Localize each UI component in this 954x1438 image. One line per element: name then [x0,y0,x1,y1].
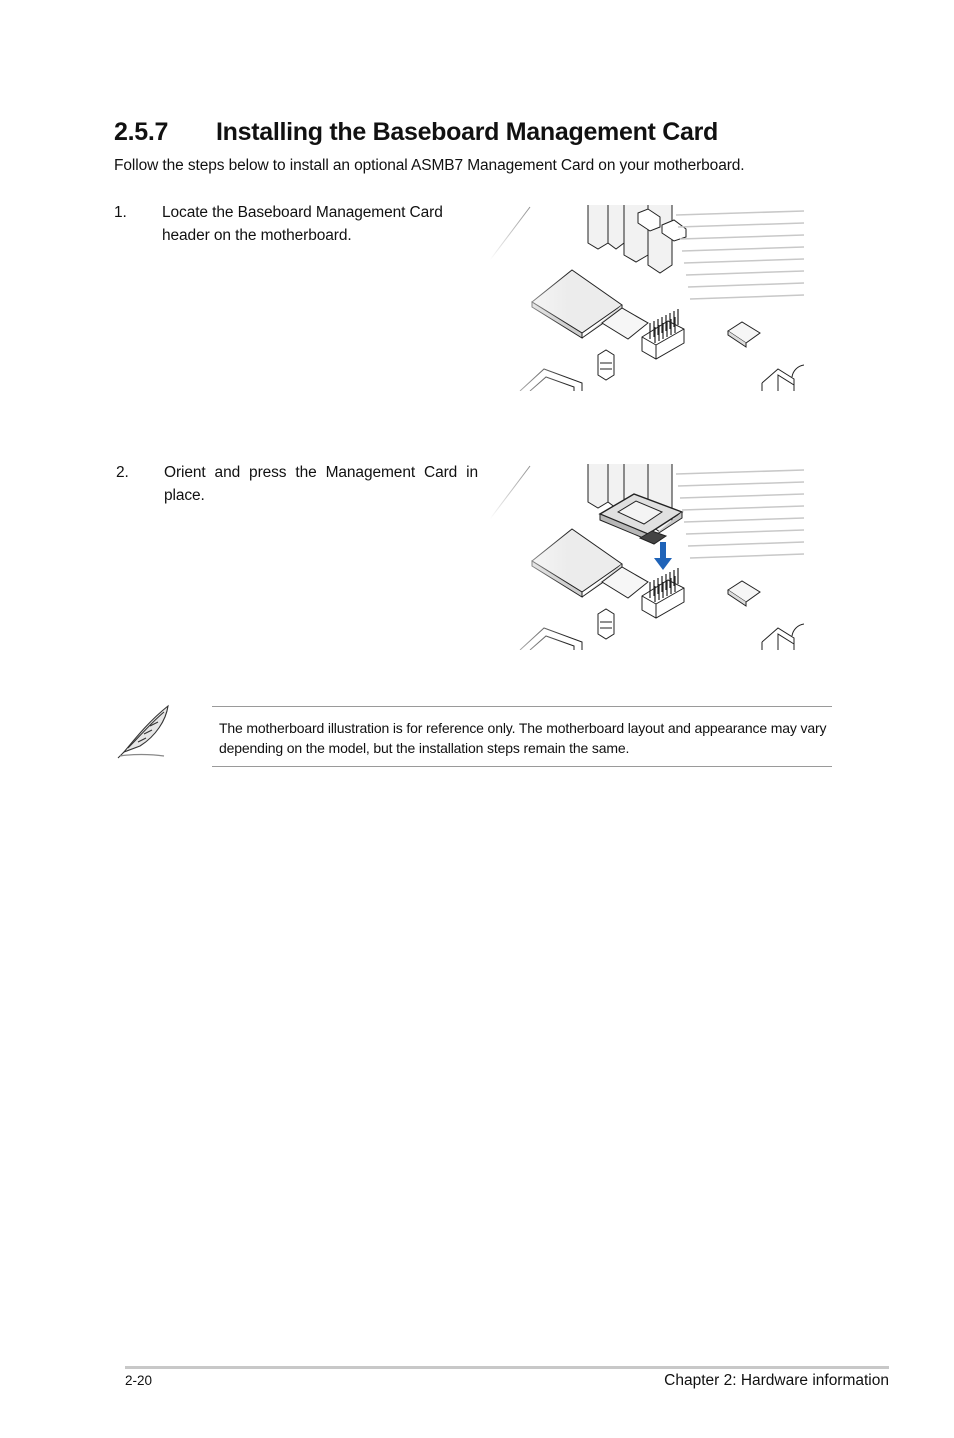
step-number: 2. [116,464,129,481]
note-text: The motherboard illustration is for reference only. The motherboard layout and appearance may vary depending on the model, but the installation steps remain the same. [219,720,827,756]
intro-paragraph: Follow the steps below to install an optional ASMB7 Management Card on your motherboard. [114,157,745,174]
footer-rule [125,1366,889,1369]
note-top-rule [212,706,832,707]
card-installation-illustration [490,464,804,650]
page-number: 2-20 [125,1373,153,1388]
step-number: 1. [114,204,127,221]
section-title: Installing the Baseboard Management Card [216,118,718,146]
step-text: Orient and press the Management Card in place. [164,464,478,504]
note-bottom-rule [212,766,832,767]
feather-pen-icon [114,702,172,760]
section-heading [114,118,718,147]
section-number: 2.5.7 [114,118,169,146]
chapter-label: Chapter 2: Hardware information [664,1372,889,1389]
step-text: Locate the Baseboard Management Card header on the motherboard. [162,204,443,244]
motherboard-header-illustration [490,205,804,391]
